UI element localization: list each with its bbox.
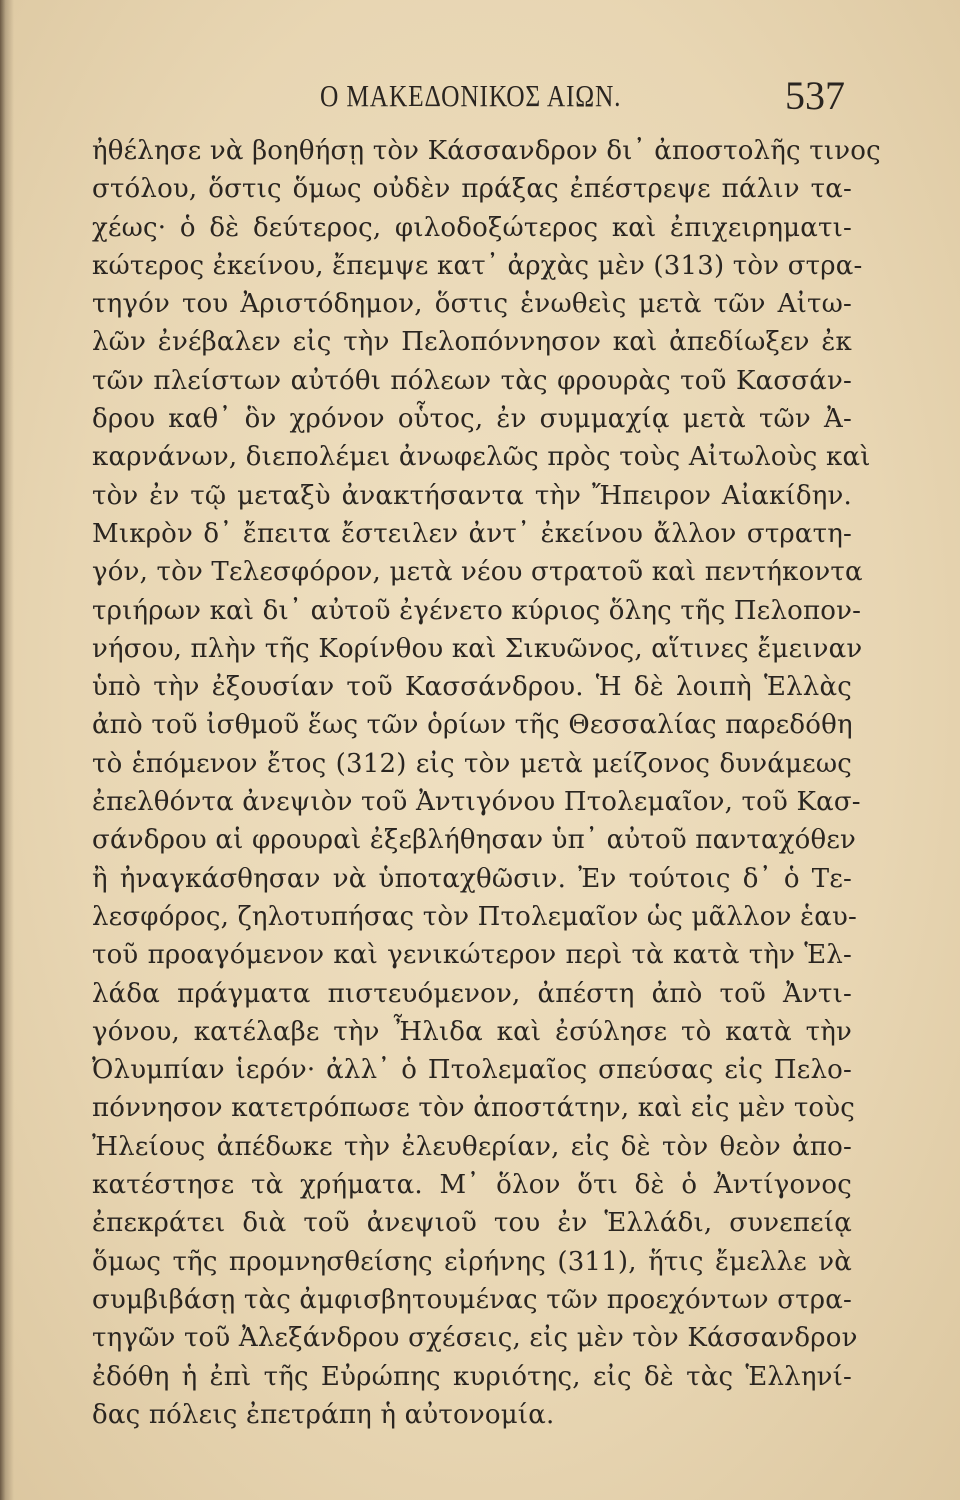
text-line: κατέστησε τὰ χρήματα. Μ᾽ ὅλον ὅτι δὲ ὁ Ἀντίγονος — [92, 1170, 852, 1201]
text-line: ἢ ἠναγκάσθησαν νὰ ὑποταχθῶσιν. Ἐν τούτοις δ᾽ ὁ Τε- — [92, 863, 852, 894]
body-text — [92, 132, 881, 1434]
text-line: τὸ ἑπόμενον ἔτος (312) εἰς τὸν μετὰ μείζονος δυνάμεως — [92, 748, 852, 779]
page-header — [90, 72, 890, 122]
text-line: κώτερος ἐκείνου, ἔπεμψε κατ᾽ ἀρχὰς μὲν (313) τὸν στρα- — [92, 250, 863, 281]
text-line: λῶν ἐνέβαλεν εἰς τὴν Πελοπόννησον καὶ ἀπεδίωξεν ἐκ — [92, 327, 852, 358]
text-line: τηγῶν τοῦ Ἀλεξάνδρου σχέσεις, εἰς μὲν τὸν Κάσσανδρον — [92, 1323, 858, 1354]
text-line: λεσφόρος, ζηλοτυπήσας τὸν Πτολεμαῖον ὡς μᾶλλον ἑαυ- — [92, 901, 857, 932]
text-line: ὑπὸ τὴν ἐξουσίαν τοῦ Κασσάνδρου. Ἡ δὲ λοιπὴ Ἑλλὰς — [92, 672, 852, 703]
text-line: τοῦ προαγόμενον καὶ γενικώτερον περὶ τὰ κατὰ τὴν Ἑλ- — [92, 940, 852, 971]
text-line: τῶν πλείστων αὐτόθι πόλεων τὰς φρουρὰς τοῦ Κασσάν- — [92, 365, 852, 396]
text-line: γόν, τὸν Τελεσφόρον, μετὰ νέου στρατοῦ καὶ πεντήκοντα — [92, 557, 863, 588]
text-line: σάνδρου αἱ φρουραὶ ἐξεβλήθησαν ὑπ᾽ αὐτοῦ πανταχόθεν — [92, 825, 857, 856]
text-line: Μικρὸν δ᾽ ἔπειτα ἔστειλεν ἀντ᾽ ἐκείνου ἄλλον στρατη- — [92, 518, 852, 549]
running-title: Ο ΜΑΚΕΔΟΝΙΚΟΣ ΑΙΩΝ. — [320, 78, 622, 113]
text-line: ἠθέλησε νὰ βοηθήσῃ τὸν Κάσσανδρον δι᾽ ἀποστολῆς τινος — [92, 136, 881, 166]
text-line: συμβιβάσῃ τὰς ἀμφισβητουμένας τῶν προεχόντων στρα- — [92, 1284, 853, 1315]
text-line: στόλου, ὅστις ὅμως οὐδὲν πράξας ἐπέστρεψε πάλιν τα- — [92, 174, 852, 205]
page-number: 537 — [785, 73, 845, 118]
text-line: λάδα πράγματα πιστευόμενον, ἀπέστη ἀπὸ τοῦ Ἀντι- — [92, 978, 852, 1009]
text-line: τὸν ἐν τῷ μεταξὺ ἀνακτήσαντα τὴν Ἤπειρον Αἰακίδην. — [92, 480, 852, 511]
binding-shadow — [0, 0, 14, 1500]
text-line: γόνου, κατέλαβε τὴν Ἦλιδα καὶ ἐσύλησε τὸ κατὰ τὴν — [92, 1016, 852, 1047]
text-line: Ἠλείους ἀπέδωκε τὴν ἐλευθερίαν, εἰς δὲ τὸν θεὸν ἀπο- — [92, 1131, 852, 1162]
text-line: νήσου, πλὴν τῆς Κορίνθου καὶ Σικυῶνος, αἵτινες ἔμειναν — [92, 633, 863, 664]
text-line: ἐπεκράτει διὰ τοῦ ἀνεψιοῦ του ἐν Ἑλλάδι, συνεπείᾳ — [92, 1208, 852, 1239]
text-line: ἀπὸ τοῦ ἰσθμοῦ ἕως τῶν ὁρίων τῆς Θεσσαλίας παρεδόθη — [92, 710, 853, 741]
text-line: Ὀλυμπίαν ἱερόν· ἀλλ᾽ ὁ Πτολεμαῖος σπεύσας εἰς Πελο- — [92, 1055, 852, 1086]
text-line: τηγόν του Ἀριστόδημον, ὅστις ἑνωθεὶς μετὰ τῶν Αἰτω- — [92, 289, 852, 320]
text-line: δας πόλεις ἐπετράπη ἡ αὐτονομία. — [92, 1399, 555, 1430]
text-line: ἐπελθόντα ἀνεψιὸν τοῦ Ἀντιγόνου Πτολεμαῖον, τοῦ Κασ- — [92, 787, 861, 818]
text-line: ἐδόθη ἡ ἐπὶ τῆς Εὐρώπης κυριότης, εἰς δὲ τὰς Ἑλληνί- — [92, 1361, 852, 1392]
text-line: πόννησον κατετρόπωσε τὸν ἀποστάτην, καὶ εἰς μὲν τοὺς — [92, 1093, 856, 1124]
text-line: καρνάνων, διεπολέμει ἀνωφελῶς πρὸς τοὺς Αἰτωλοὺς καὶ — [92, 442, 871, 473]
text-line: τριήρων καὶ δι᾽ αὐτοῦ ἐγένετο κύριος ὅλης τῆς Πελοπον- — [92, 595, 862, 626]
text-line: ὅμως τῆς προμνησθείσης εἰρήνης (311), ἥτις ἔμελλε νὰ — [92, 1246, 852, 1277]
text-line: χέως· ὁ δὲ δεύτερος, φιλοδοξώτερος καὶ ἐπιχειρηματι- — [92, 212, 852, 243]
text-line: δρου καθ᾽ ὃν χρόνον οὗτος, ἐν συμμαχίᾳ μετὰ τῶν Ἀ- — [92, 404, 852, 435]
